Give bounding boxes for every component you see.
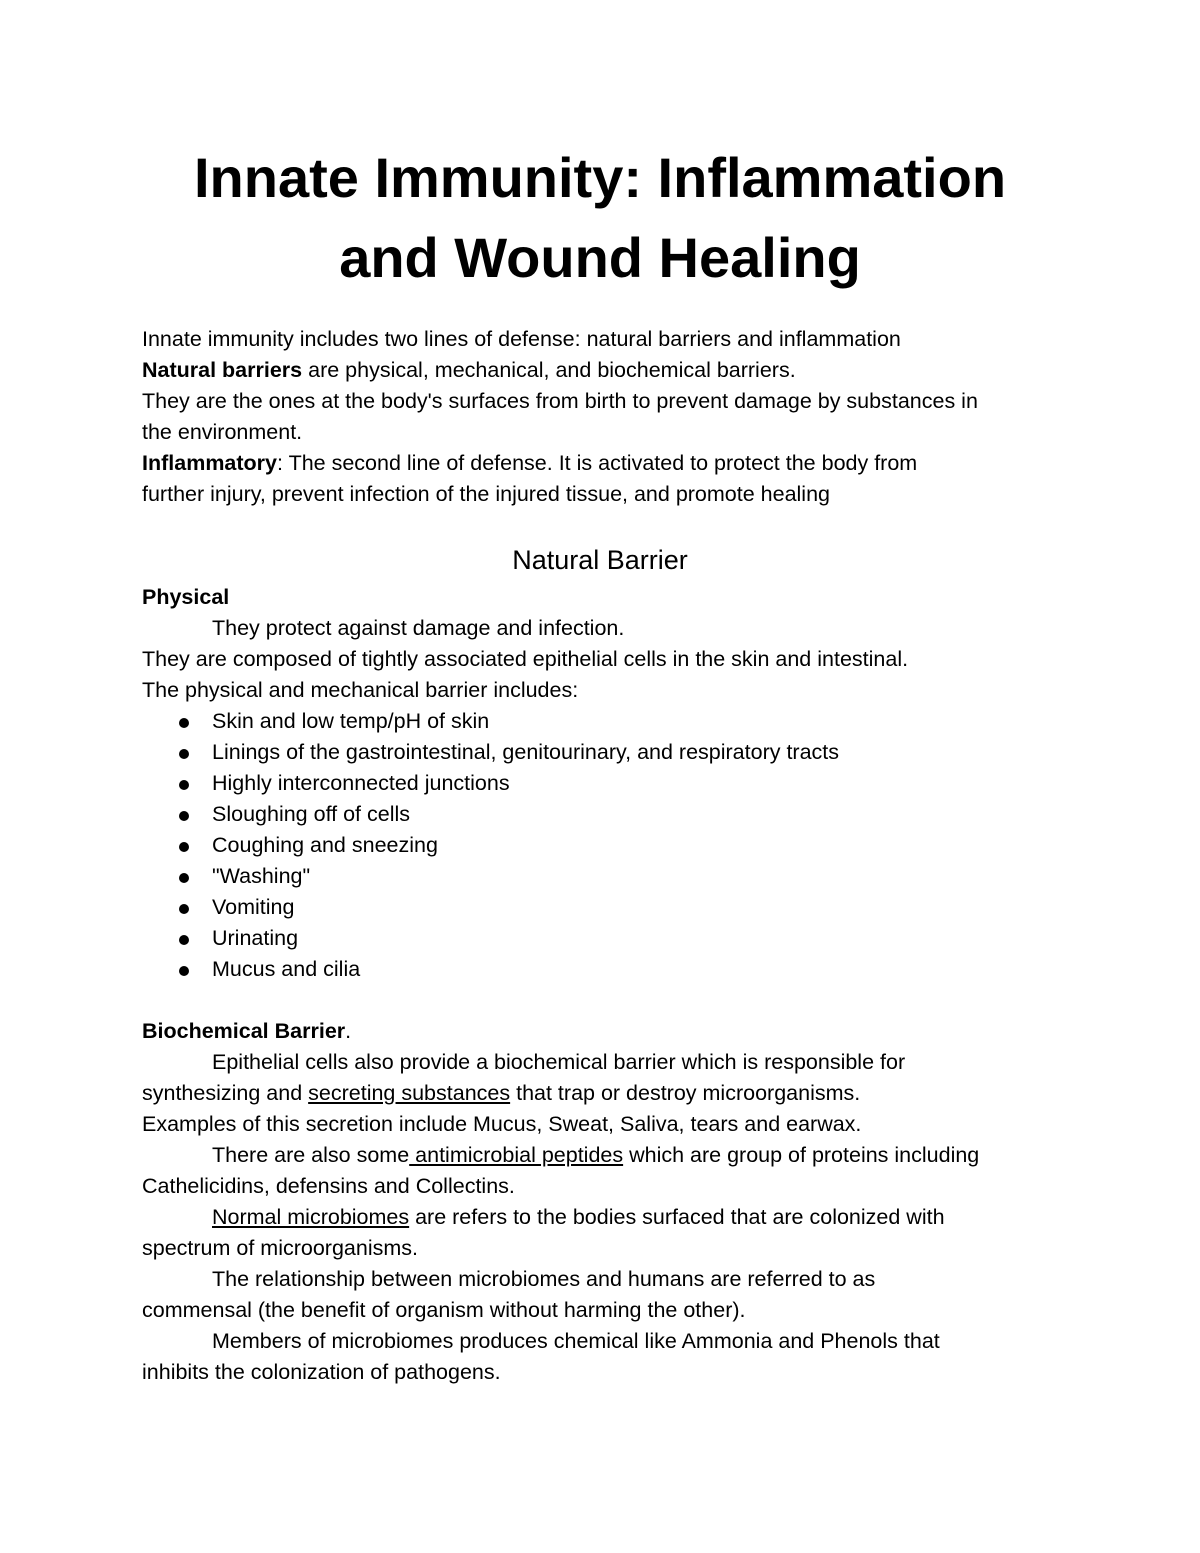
list-item-text: Skin and low temp/pH of skin: [212, 709, 490, 733]
list-item: [142, 706, 1072, 737]
list-item: [142, 799, 1072, 830]
normal-microbiomes-term: Normal microbiomes: [212, 1205, 410, 1229]
list-item-text: "Washing": [212, 864, 311, 888]
bullet-icon: [179, 749, 189, 759]
bullet-icon: [179, 873, 189, 883]
list-item: [142, 892, 1072, 923]
title-line-1: Innate Immunity: Inflammation: [193, 146, 1007, 209]
biochemical-p1-line-2: [142, 1078, 1072, 1109]
biochemical-heading-text: Biochemical Barrier: [142, 1019, 346, 1043]
list-item-text: Highly interconnected junctions: [212, 771, 510, 795]
biochemical-p6-line-1: Members of microbiomes produces chemical like Ammonia and Phenols that: [212, 1329, 940, 1353]
natural-barrier-heading: Natural Barrier: [512, 545, 688, 575]
intro-paragraph-3-line-2: the environment.: [142, 420, 303, 444]
physical-section: [142, 582, 1072, 985]
text-run: that trap or destroy microorganisms.: [510, 1081, 861, 1105]
list-item-text: Urinating: [212, 926, 299, 950]
biochemical-p4-line-2: spectrum of microorganisms.: [142, 1236, 418, 1260]
text-run: There are also some: [212, 1143, 410, 1167]
antimicrobial-peptides-term: antimicrobial peptides: [409, 1143, 624, 1167]
biochemical-p1-line-1: Epithelial cells also provide a biochemical barrier which is responsible for: [212, 1050, 906, 1074]
list-item: [142, 954, 1072, 985]
list-item: [142, 923, 1072, 954]
bullet-icon: [179, 842, 189, 852]
intro-paragraph-1: Innate immunity includes two lines of defense: natural barriers and inflammation: [142, 327, 901, 351]
inflammatory-definition: : The second line of defense. It is activated to protect the body from: [277, 451, 918, 475]
bullet-icon: [179, 904, 189, 914]
bullet-icon: [179, 935, 189, 945]
biochemical-heading-period: .: [345, 1019, 352, 1043]
physical-barrier-list: [142, 706, 1072, 985]
bullet-icon: [179, 718, 189, 728]
physical-line-3: The physical and mechanical barrier includes:: [142, 678, 579, 702]
secreting-substances-term: secreting substances: [308, 1081, 511, 1105]
list-item: [142, 737, 1072, 768]
physical-line-2: They are composed of tightly associated epithelial cells in the skin and intestinal.: [142, 647, 909, 671]
intro-paragraph-4-line-2: further injury, prevent infection of the injured tissue, and promote healing: [142, 482, 830, 506]
inflammatory-term: Inflammatory: [142, 451, 278, 475]
list-item-text: Coughing and sneezing: [212, 833, 438, 857]
biochemical-heading: [142, 1016, 1072, 1047]
list-item-text: Linings of the gastrointestinal, genitourinary, and respiratory tracts: [212, 740, 840, 764]
physical-line-1: They protect against damage and infection.: [212, 616, 625, 640]
biochemical-p2: Examples of this secretion include Mucus, Sweat, Saliva, tears and earwax.: [142, 1112, 862, 1136]
biochemical-p3-line-2: Cathelicidins, defensins and Collectins.: [142, 1174, 515, 1198]
natural-barriers-term: Natural barriers: [142, 358, 303, 382]
text-run: are refers to the bodies surfaced that are colonized with: [409, 1205, 945, 1229]
list-item-text: Sloughing off of cells: [212, 802, 411, 826]
bullet-icon: [179, 780, 189, 790]
biochemical-section: [142, 1016, 1072, 1388]
title-line-2: and Wound Healing: [339, 226, 861, 289]
natural-barriers-definition: are physical, mechanical, and biochemical barriers.: [302, 358, 796, 382]
bullet-icon: [179, 966, 189, 976]
list-item: [142, 768, 1072, 799]
biochemical-p4-line-1: [142, 1202, 1072, 1233]
physical-heading: [142, 582, 1072, 613]
list-item: [142, 830, 1072, 861]
biochemical-p5-line-2: commensal (the benefit of organism without harming the other).: [142, 1298, 746, 1322]
intro-paragraph-4: [142, 448, 1072, 479]
list-item: [142, 861, 1072, 892]
intro-section: [142, 324, 1072, 510]
list-item-text: Mucus and cilia: [212, 957, 361, 981]
text-run: which are group of proteins including: [623, 1143, 980, 1167]
bullet-icon: [179, 811, 189, 821]
intro-paragraph-3-line-1: They are the ones at the body's surfaces from birth to prevent damage by substances in: [142, 389, 978, 413]
text-run: synthesizing and: [142, 1081, 309, 1105]
list-item-text: Vomiting: [212, 895, 295, 919]
physical-heading-text: Physical: [142, 585, 230, 609]
biochemical-p5-line-1: The relationship between microbiomes and humans are referred to as: [212, 1267, 876, 1291]
biochemical-p3-line-1: [142, 1140, 1072, 1171]
document-title: [0, 138, 1200, 298]
intro-paragraph-2: [142, 355, 1072, 386]
biochemical-p6-line-2: inhibits the colonization of pathogens.: [142, 1360, 501, 1384]
